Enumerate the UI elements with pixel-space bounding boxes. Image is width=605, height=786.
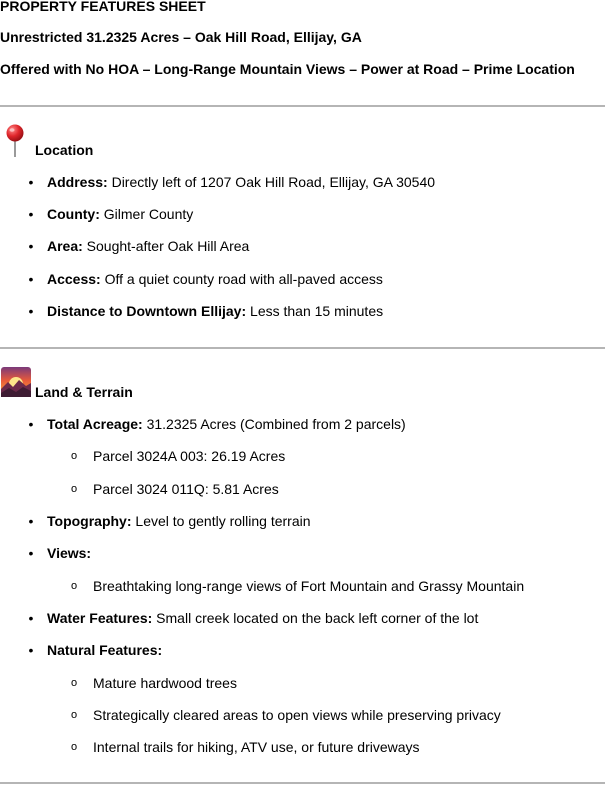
bullet-icon: • — [28, 238, 34, 254]
natural-feature-text: Strategically cleared areas to open views while preserving privacy — [93, 707, 501, 723]
item-value: Level to gently rolling terrain — [131, 513, 311, 529]
section-divider — [0, 105, 605, 107]
bullet-icon: • — [28, 416, 34, 432]
section-title-land-terrain: Land & Terrain — [35, 384, 133, 400]
list-item — [0, 269, 605, 289]
sub-list-item — [0, 446, 605, 466]
views-detail: Breathtaking long-range views of Fort Mountain and Grassy Mountain — [93, 578, 525, 594]
property-subtitle: Unrestricted 31.2325 Acres – Oak Hill Road, Ellijay, GA — [0, 29, 362, 45]
item-value: Small creek located on the back left corner of the lot — [152, 610, 479, 626]
bullet-icon: • — [28, 303, 34, 319]
item-label: County: — [47, 206, 100, 222]
hollow-bullet-icon: o — [71, 483, 78, 495]
item-label: Natural Features: — [47, 642, 163, 658]
natural-feature-text: Internal trails for hiking, ATV use, or future driveways — [93, 739, 420, 755]
document-title: PROPERTY FEATURES SHEET — [0, 0, 206, 14]
item-label: Views: — [47, 545, 92, 561]
item-value: Gilmer County — [99, 206, 194, 222]
sub-list-item — [0, 479, 605, 499]
item-label: Water Features: — [47, 610, 153, 626]
bullet-icon: • — [28, 271, 34, 287]
section-title-location: Location — [35, 142, 94, 158]
bullet-icon: • — [28, 610, 34, 626]
item-label: Topography: — [47, 513, 132, 529]
item-value: 31.2325 Acres (Combined from 2 parcels) — [142, 416, 406, 432]
list-item — [0, 204, 605, 224]
list-item — [0, 543, 605, 563]
item-value: Sought-after Oak Hill Area — [82, 238, 250, 254]
sub-list-item — [0, 673, 605, 693]
hollow-bullet-icon: o — [71, 709, 78, 721]
item-label: Address: — [47, 174, 108, 190]
item-value: Less than 15 minutes — [246, 303, 384, 319]
item-label: Area: — [47, 238, 83, 254]
list-item — [0, 608, 605, 628]
sub-list-item — [0, 576, 605, 596]
sub-list-item — [0, 705, 605, 725]
section-divider — [0, 782, 605, 784]
item-value: Off a quiet county road with all-paved access — [100, 271, 383, 287]
item-label: Distance to Downtown Ellijay: — [47, 303, 247, 319]
bullet-icon: • — [28, 513, 34, 529]
hollow-bullet-icon: o — [71, 677, 78, 689]
list-item — [0, 414, 605, 434]
item-label: Total Acreage: — [47, 416, 143, 432]
sub-list-item — [0, 737, 605, 757]
section-divider — [0, 347, 605, 349]
list-item — [0, 640, 605, 660]
bullet-icon: • — [28, 642, 34, 658]
hollow-bullet-icon: o — [71, 741, 78, 753]
list-item — [0, 172, 605, 192]
bullet-icon: • — [28, 174, 34, 190]
hollow-bullet-icon: o — [71, 580, 78, 592]
parcel-text: Parcel 3024 011Q: 5.81 Acres — [93, 481, 279, 497]
list-item — [0, 236, 605, 256]
list-item — [0, 511, 605, 531]
item-value: Directly left of 1207 Oak Hill Road, Ellijay, GA 30540 — [107, 174, 436, 190]
parcel-text: Parcel 3024A 003: 26.19 Acres — [93, 448, 286, 464]
bullet-icon: • — [28, 206, 34, 222]
hollow-bullet-icon: o — [71, 450, 78, 462]
sunrise-over-mountains-icon — [1, 367, 31, 397]
bullet-icon: • — [28, 545, 34, 561]
item-label: Access: — [47, 271, 101, 287]
natural-feature-text: Mature hardwood trees — [93, 675, 237, 691]
list-item — [0, 301, 605, 321]
property-tagline: Offered with No HOA – Long-Range Mountain Views – Power at Road – Prime Location — [0, 61, 575, 77]
round-pushpin-icon — [2, 124, 28, 158]
